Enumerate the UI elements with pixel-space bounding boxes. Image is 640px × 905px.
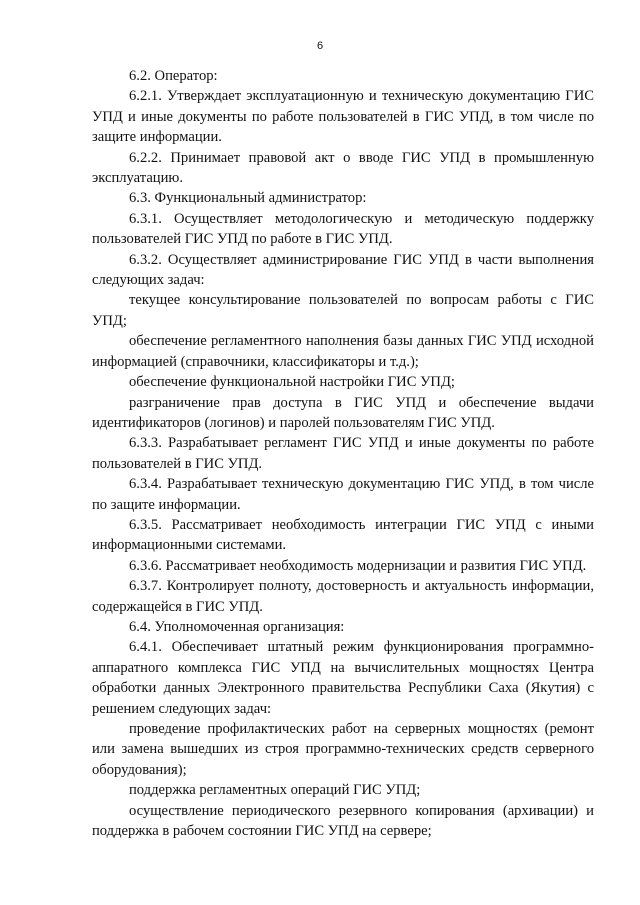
list-item: разграничение прав доступа в ГИС УПД и обеспечение выдачи идентификаторов (логинов) и паролей пользователям ГИС УПД. <box>92 394 594 431</box>
list-item: обеспечение функциональной настройки ГИС УПД; <box>129 374 455 391</box>
list-item: обеспечение регламентного наполнения базы данных ГИС УПД исходной информацией (справочники, классификаторы и т.д.); <box>92 333 594 370</box>
paragraph-6-2-2: 6.2.2. Принимает правовой акт о вводе ГИС УПД в промышленную эксплуатацию. <box>92 149 594 187</box>
list-item: поддержка регламентных операций ГИС УПД; <box>129 782 421 799</box>
paragraph-6-3-1: 6.3.1. Осуществляет методологическую и методическую поддержку пользователей ГИС УПД по работе в ГИС УПД. <box>92 210 594 248</box>
paragraph-6-2-1: 6.2.1. Утверждает эксплуатационную и техническую документацию ГИС УПД и иные документы по работе пользователей в ГИС УПД, в том числе по защите информации. <box>92 88 594 146</box>
list-item: проведение профилактических работ на серверных мощностях (ремонт или замена вышедших из строя программно-технических средств серверного оборудования); <box>92 721 594 778</box>
document-body <box>92 66 594 841</box>
paragraph-6-3-5: 6.3.5. Рассматривает необходимость интеграции ГИС УПД с иными информационными системами. <box>92 516 594 554</box>
list-item: осуществление периодического резервного копирования (архивации) и поддержка в рабочем состоянии ГИС УПД на сервере; <box>92 802 594 840</box>
list-item: текущее консультирование пользователей по вопросам работы с ГИС УПД; <box>92 292 594 329</box>
paragraph-6-3-6: 6.3.6. Рассматривает необходимость модернизации и развития ГИС УПД. <box>129 557 587 574</box>
heading-operator: 6.2. Оператор: <box>129 68 218 84</box>
paragraph-6-3-3: 6.3.3. Разрабатывает регламент ГИС УПД и иные документы по работе пользователей в ГИС УПД. <box>92 435 594 472</box>
paragraph-6-3-2: 6.3.2. Осуществляет администрирование ГИС УПД в части выполнения следующих задач: <box>92 251 594 289</box>
heading-functional-admin: 6.3. Функциональный администратор: <box>129 190 367 207</box>
heading-authorized-org: 6.4. Уполномоченная организация: <box>129 618 345 635</box>
paragraph-6-3-7: 6.3.7. Контролирует полноту, достоверность и актуальность информации, содержащейся в ГИС УПД. <box>92 578 594 615</box>
page-number: 6 <box>316 40 324 52</box>
paragraph-6-4-1: 6.4.1. Обеспечивает штатный режим функционирования программно-аппаратного комплекса ГИС УПД на вычислительных мощностях Центра обработки данных Электронного правительства Республики Саха (Якутия) с решением следующих задач: <box>92 639 594 717</box>
paragraph-6-3-4: 6.3.4. Разрабатывает техническую документацию ГИС УПД, в том числе по защите информации. <box>92 476 594 513</box>
